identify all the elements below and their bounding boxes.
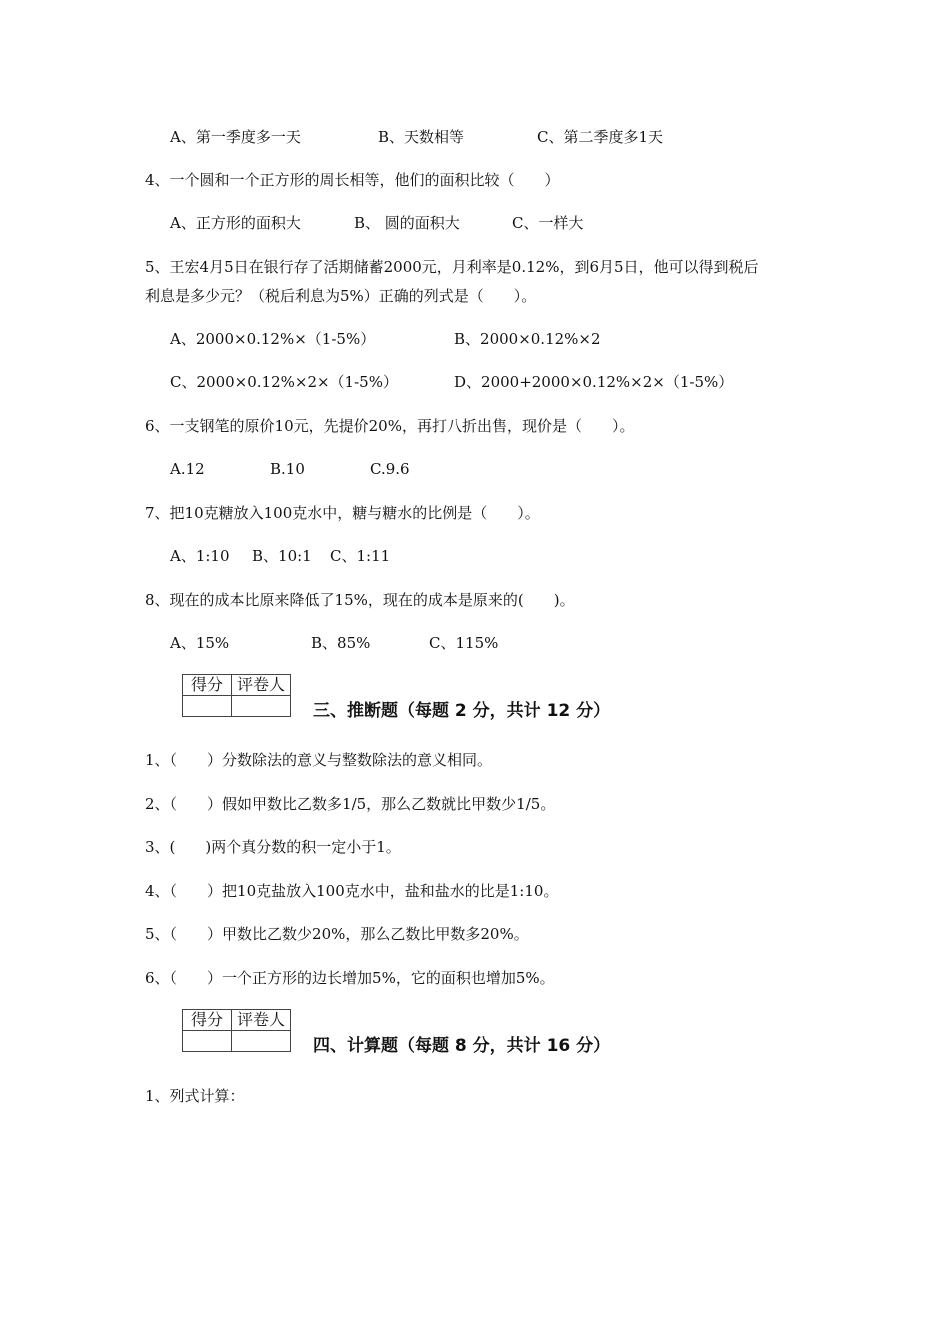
q5-text-line1: 5、王宏4月5日在银行存了活期储蓄2000元，月利率是0.12%，到6月5日，他可以得到税后 [145, 258, 759, 276]
q4-option-b: B、 圆的面积大 [354, 214, 460, 232]
q5-option-d: D、2000+2000×0.12%×2×（1-5%） [454, 373, 734, 391]
section3-item-6: 6、（ ）一个正方形的边长增加5%，它的面积也增加5%。 [145, 969, 555, 987]
q6-text: 6、一支钢笔的原价10元，先提价20%，再打八折出售，现价是（ ）。 [145, 417, 635, 435]
q3-option-a: A、第一季度多一天 [170, 128, 301, 146]
section3-item-1: 1、（ ）分数除法的意义与整数除法的意义相同。 [145, 751, 493, 769]
section3-item-5: 5、（ ）甲数比乙数少20%，那么乙数比甲数多20%。 [145, 925, 529, 943]
q3-option-b: B、天数相等 [378, 128, 465, 146]
grader-cell[interactable] [232, 1031, 291, 1052]
section3-item-3: 3、( )两个真分数的积一定小于1。 [145, 838, 401, 856]
q6-option-a: A.12 [170, 460, 205, 478]
grader-cell[interactable] [232, 696, 291, 717]
q5-text-line2: 利息是多少元？（税后利息为5%）正确的列式是（ ）。 [145, 287, 537, 305]
score-box-section4 [182, 1009, 291, 1052]
q8-text: 8、现在的成本比原来降低了15%，现在的成本是原来的( )。 [145, 591, 575, 609]
q8-option-a: A、15% [170, 634, 230, 652]
score-box-section3 [182, 674, 291, 717]
q8-option-b: B、85% [311, 634, 371, 652]
q7-option-b: B、10:1 [252, 547, 312, 565]
q4-text: 4、一个圆和一个正方形的周长相等，他们的面积比较（ ） [145, 171, 560, 189]
q5-option-b: B、2000×0.12%×2 [454, 330, 601, 348]
q6-option-c: C.9.6 [370, 460, 410, 478]
q3-option-c: C、第二季度多1天 [537, 128, 664, 146]
score-cell[interactable] [183, 1031, 232, 1052]
section4-item-1: 1、列式计算： [145, 1087, 245, 1105]
q6-option-b: B.10 [270, 460, 305, 478]
section3-title: 三、推断题（每题 2 分，共计 12 分） [313, 701, 611, 721]
q5-option-a: A、2000×0.12%×（1-5%） [170, 330, 376, 348]
score-cell[interactable] [183, 696, 232, 717]
section3-item-4: 4、（ ）把10克盐放入100克水中，盐和盐水的比是1:10。 [145, 882, 559, 900]
score-label: 得分 [183, 675, 232, 696]
q4-option-a: A、正方形的面积大 [170, 214, 301, 232]
q7-text: 7、把10克糖放入100克水中，糖与糖水的比例是（ ）。 [145, 504, 540, 522]
section4-title: 四、计算题（每题 8 分，共计 16 分） [313, 1036, 611, 1056]
q5-option-c: C、2000×0.12%×2×（1-5%） [170, 373, 398, 391]
q7-option-c: C、1:11 [330, 547, 391, 565]
section3-item-2: 2、（ ）假如甲数比乙数多1/5，那么乙数就比甲数少1/5。 [145, 795, 556, 813]
grader-label: 评卷人 [232, 1010, 291, 1031]
grader-label: 评卷人 [232, 675, 291, 696]
q8-option-c: C、115% [429, 634, 499, 652]
q7-option-a: A、1:10 [170, 547, 230, 565]
score-label: 得分 [183, 1010, 232, 1031]
q4-option-c: C、一样大 [512, 214, 584, 232]
